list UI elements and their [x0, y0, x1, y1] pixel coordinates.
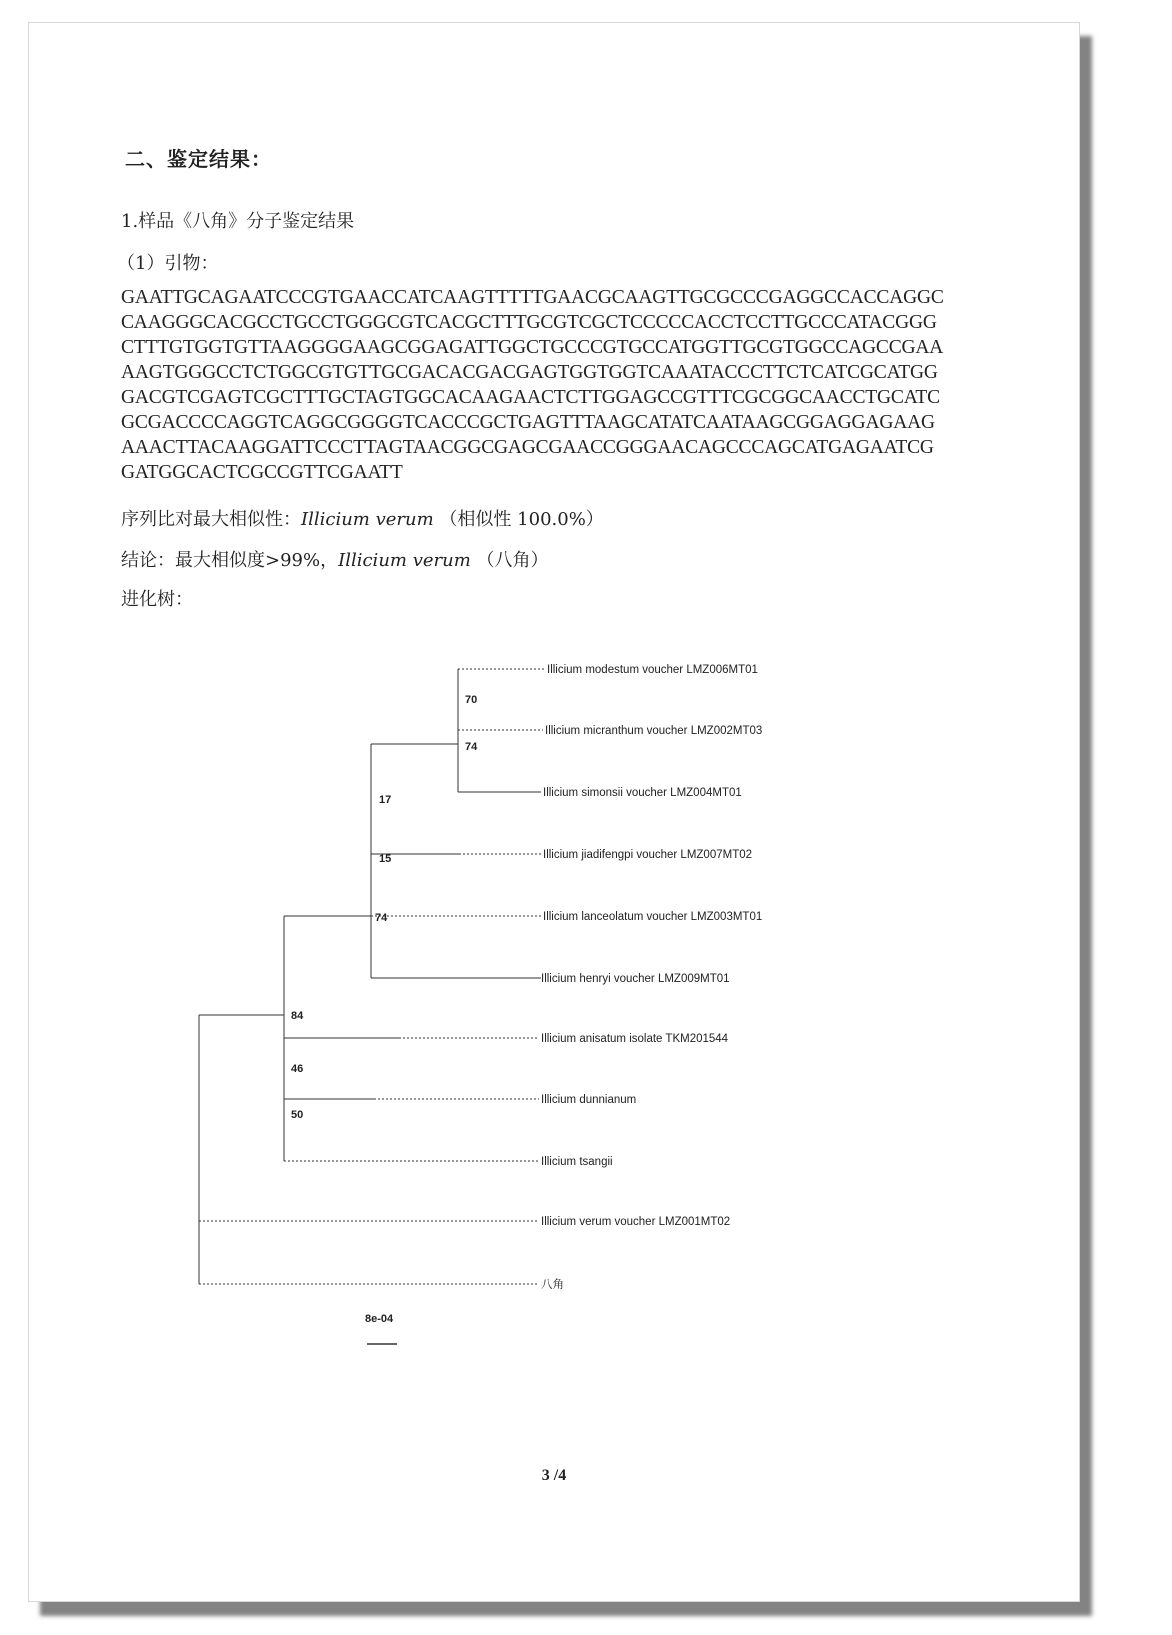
- sequence-line: GAATTGCAGAATCCCGTGAACCATCAAGTTTTTGAACGCAAGTTGCGCCCGAGGCCACCAGGC: [121, 287, 944, 308]
- section-title: 二、鉴定结果：: [125, 147, 272, 171]
- sequence-line: AAACTTACAAGGATTCCCTTAGTAACGGCGAGCGAACCGGGAACAGCCCAGCATGAGAATCG: [121, 437, 934, 458]
- taxon-label: Illicium henryi voucher LMZ009MT01: [541, 973, 730, 985]
- sequence-line: GCGACCCCAGGTCAGGCGGGGTCACCCGCTGAGTTTAAGCATATCAATAAGCGGAGGAGAAG: [121, 412, 935, 433]
- bootstrap-value: 74: [465, 741, 478, 753]
- sequence-line: GACGTCGAGTCGCTTTGCTAGTGGCACAAGAACTCTTGGAGCCGTTTCGCGGCAACCTGCATC: [121, 387, 940, 408]
- bootstrap-value: 17: [379, 794, 392, 806]
- taxon-label: Illicium micranthum voucher LMZ002MT03: [545, 725, 763, 737]
- bootstrap-value: 46: [291, 1063, 304, 1075]
- conclusion-prefix: 结论：最大相似度>99%，: [121, 550, 339, 571]
- taxon-label: Illicium dunnianum: [541, 1094, 637, 1106]
- sequence-line: CAAGGGCACGCCTGCCTGGGCGTCACGCTTTGCGTCGCTCCCCCACCTCCTTGCCCATACGGG: [121, 312, 937, 333]
- scale-label: 8e-04: [365, 1313, 394, 1325]
- bootstrap-value: 50: [291, 1109, 304, 1121]
- taxon-labels: [541, 664, 762, 1291]
- sequence-line: AAGTGGGCCTCTGGCGTGTTGCGACACGACGAGTGGTGGTCAAATACCCTTCTCATCGCATGG: [121, 362, 938, 383]
- bootstrap-value: 84: [291, 1010, 304, 1022]
- bootstrap-values: [291, 694, 478, 1121]
- taxon-label: Illicium anisatum isolate TKM201544: [541, 1033, 729, 1045]
- taxon-label: Illicium lanceolatum voucher LMZ003MT01: [543, 911, 763, 923]
- tree-branches: [199, 669, 545, 1344]
- taxon-label: Illicium tsangii: [541, 1156, 613, 1168]
- bootstrap-value: 15: [379, 853, 392, 865]
- taxon-label: Illicium verum voucher LMZ001MT02: [541, 1216, 731, 1228]
- primer-heading: （1）引物：: [117, 253, 219, 274]
- similarity-prefix: 序列比对最大相似性：: [121, 509, 301, 530]
- sample-heading: 1.样品《八角》分子鉴定结果: [121, 211, 355, 232]
- taxon-label: Illicium modestum voucher LMZ006MT01: [547, 664, 758, 676]
- taxon-label: 八角: [541, 1279, 564, 1291]
- page-number: 3 /4: [541, 1467, 567, 1484]
- bootstrap-value: 70: [465, 694, 478, 706]
- taxon-label: Illicium jiadifengpi voucher LMZ007MT02: [543, 849, 753, 861]
- sequence-line: CTTTGTGGTGTTAAGGGGAAGCGGAGATTGGCTGCCCGTGCCATGGTTGCGTGGCCAGCCGAA: [121, 337, 944, 358]
- conclusion-suffix: （八角）: [476, 550, 549, 571]
- conclusion-species: Illicium verum: [338, 550, 471, 571]
- sequence-line: GATGGCACTCGCCGTTCGAATT: [121, 462, 403, 483]
- tree-svg: [29, 23, 1079, 1601]
- bootstrap-value: 74: [375, 912, 388, 924]
- document-page: [28, 22, 1080, 1602]
- phylogenetic-tree: [29, 23, 1079, 1601]
- taxon-label: Illicium simonsii voucher LMZ004MT01: [543, 787, 742, 799]
- similarity-suffix: （相似性 100.0%）: [439, 509, 604, 530]
- phylogenetic-tree-heading: 进化树：: [121, 589, 193, 610]
- similarity-species: Illicium verum: [301, 509, 434, 530]
